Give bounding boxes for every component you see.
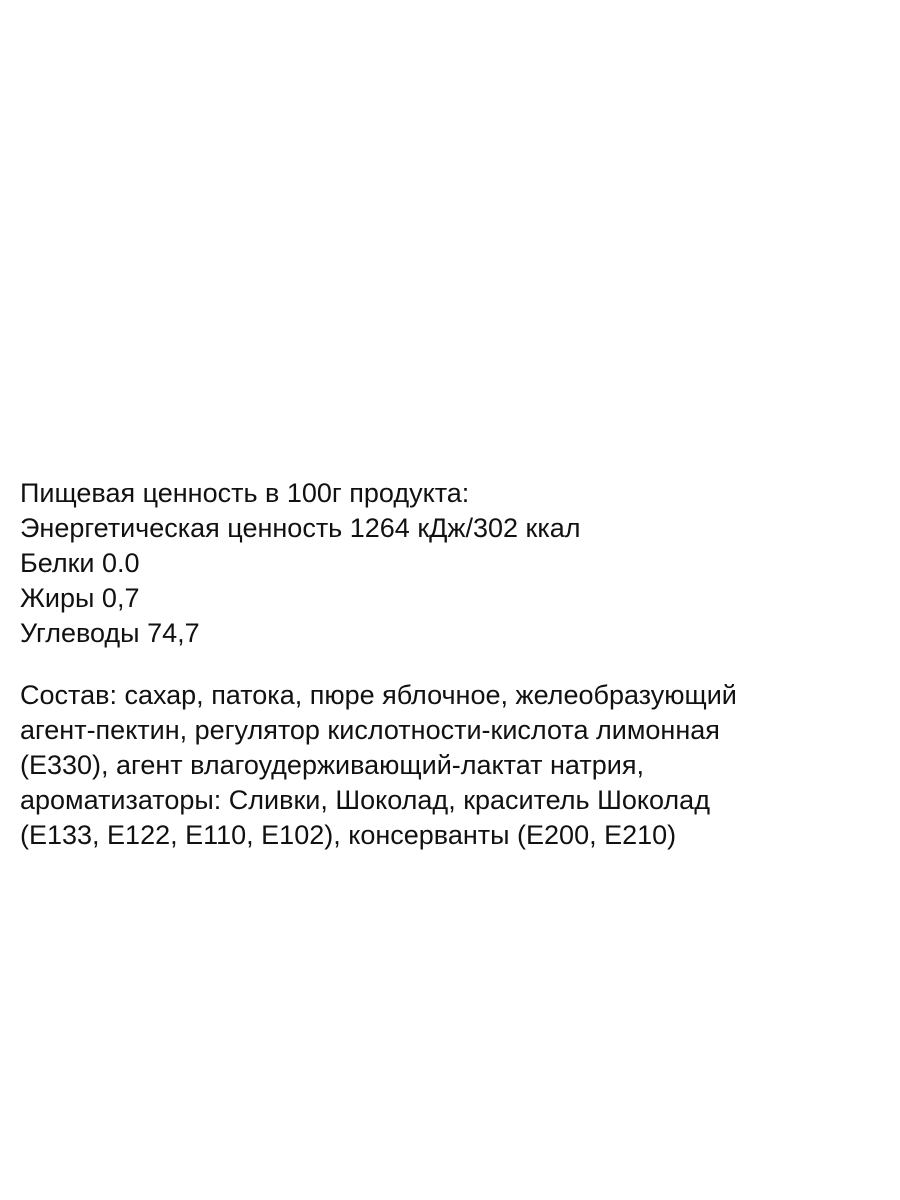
ingredients-line: ароматизаторы: Сливки, Шоколад, краситель Шоколад (20, 785, 710, 815)
ingredients-line: агент-пектин, регулятор кислотности-кислота лимонная (20, 715, 720, 745)
ingredients-line: (E330), агент влагоудерживающий-лактат натрия, (20, 750, 644, 780)
fat-line: Жиры 0,7 (20, 583, 140, 613)
ingredients-line: (E133, E122, E110, E102), консерванты (E200, E210) (20, 820, 677, 850)
carbohydrates-line: Углеводы 74,7 (20, 618, 200, 648)
ingredients-list (20, 678, 880, 853)
energy-value-line: Энергетическая ценность 1264 кДж/302 ккал (20, 513, 581, 543)
nutrition-heading: Пищевая ценность в 100г продукта: (20, 478, 470, 508)
ingredients-line: Состав: сахар, патока, пюре яблочное, желеобразующий (20, 680, 737, 710)
nutrition-facts (20, 476, 880, 651)
protein-line: Белки 0.0 (20, 548, 140, 578)
